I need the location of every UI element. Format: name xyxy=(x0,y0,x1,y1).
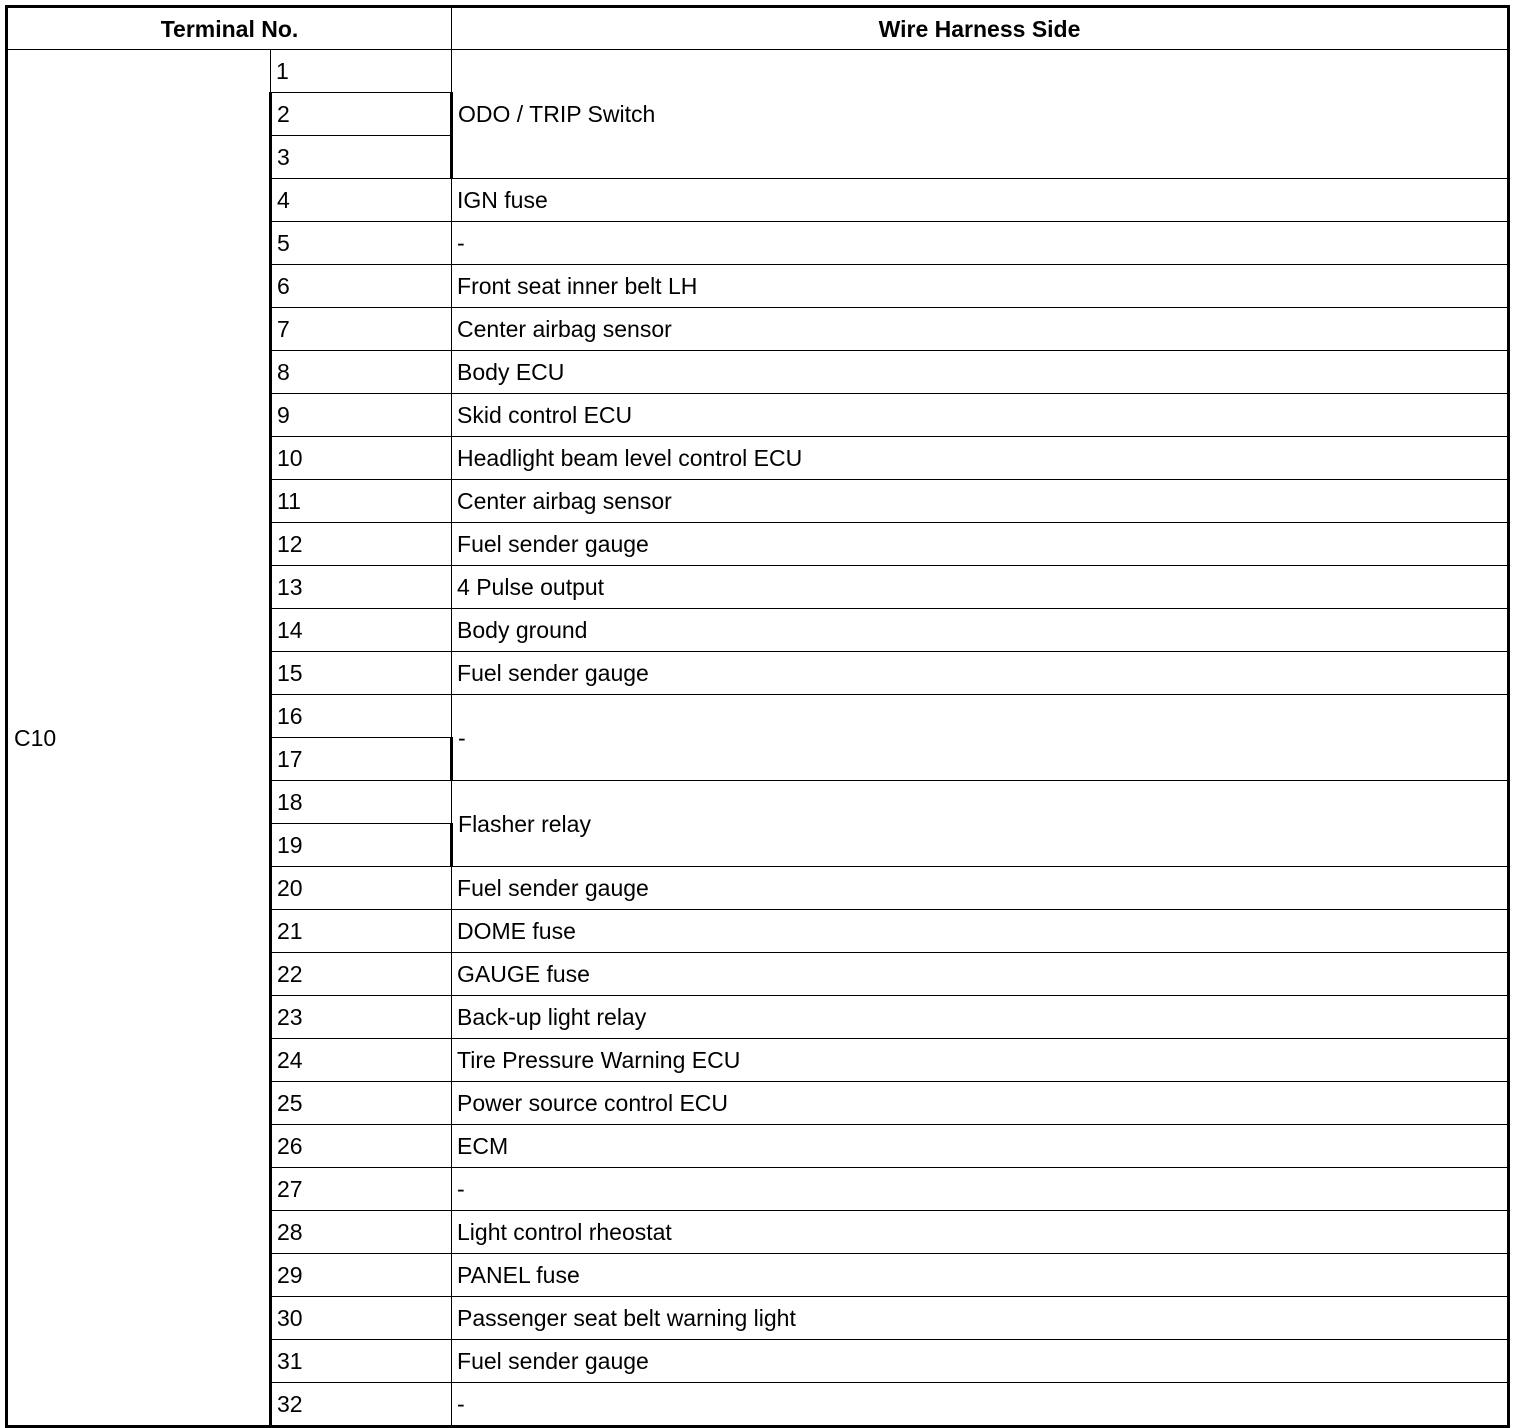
terminal-number: 13 xyxy=(271,566,452,609)
terminal-number: 9 xyxy=(271,394,452,437)
terminal-number: 21 xyxy=(271,910,452,953)
terminal-number: 24 xyxy=(271,1039,452,1082)
terminal-number: 31 xyxy=(271,1340,452,1383)
table-body xyxy=(7,50,1509,1427)
wire-harness-description: Body ECU xyxy=(452,351,1509,394)
terminal-number: 20 xyxy=(271,867,452,910)
terminal-number: 2 xyxy=(271,93,452,136)
wire-harness-description: - xyxy=(452,1383,1509,1427)
terminal-number: 11 xyxy=(271,480,452,523)
table-header-row xyxy=(7,7,1509,50)
terminal-number: 8 xyxy=(271,351,452,394)
terminal-number: 16 xyxy=(271,695,452,738)
wire-harness-description: - xyxy=(452,1168,1509,1211)
wire-harness-description: Fuel sender gauge xyxy=(452,523,1509,566)
wire-harness-description: - xyxy=(452,695,1509,781)
wire-harness-description: PANEL fuse xyxy=(452,1254,1509,1297)
wire-harness-description: Flasher relay xyxy=(452,781,1509,867)
terminal-number: 6 xyxy=(271,265,452,308)
wire-harness-description: DOME fuse xyxy=(452,910,1509,953)
terminal-number: 30 xyxy=(271,1297,452,1340)
terminal-number: 15 xyxy=(271,652,452,695)
terminal-number: 5 xyxy=(271,222,452,265)
terminal-number: 14 xyxy=(271,609,452,652)
header-terminal-no: Terminal No. xyxy=(7,7,452,50)
wire-harness-description: Fuel sender gauge xyxy=(452,867,1509,910)
wire-harness-description: Tire Pressure Warning ECU xyxy=(452,1039,1509,1082)
terminal-number: 10 xyxy=(271,437,452,480)
wire-harness-description: Fuel sender gauge xyxy=(452,1340,1509,1383)
wire-harness-description: Skid control ECU xyxy=(452,394,1509,437)
wire-harness-description: - xyxy=(452,222,1509,265)
terminal-number: 23 xyxy=(271,996,452,1039)
terminal-number: 1 xyxy=(271,50,452,93)
wire-harness-description: IGN fuse xyxy=(452,179,1509,222)
terminal-number: 28 xyxy=(271,1211,452,1254)
terminal-number: 4 xyxy=(271,179,452,222)
terminal-number: 3 xyxy=(271,136,452,179)
terminal-number: 12 xyxy=(271,523,452,566)
wire-harness-description: Front seat inner belt LH xyxy=(452,265,1509,308)
terminal-number: 7 xyxy=(271,308,452,351)
terminal-number: 26 xyxy=(271,1125,452,1168)
wire-harness-description: 4 Pulse output xyxy=(452,566,1509,609)
wire-harness-description: Power source control ECU xyxy=(452,1082,1509,1125)
wire-harness-description: Passenger seat belt warning light xyxy=(452,1297,1509,1340)
wire-harness-description: Center airbag sensor xyxy=(452,308,1509,351)
terminal-number: 18 xyxy=(271,781,452,824)
wire-harness-description: GAUGE fuse xyxy=(452,953,1509,996)
terminal-number: 22 xyxy=(271,953,452,996)
header-wire-harness-side: Wire Harness Side xyxy=(452,7,1509,50)
wire-harness-description: ECM xyxy=(452,1125,1509,1168)
wire-harness-description: Headlight beam level control ECU xyxy=(452,437,1509,480)
wire-harness-description: Fuel sender gauge xyxy=(452,652,1509,695)
terminal-table xyxy=(5,5,1510,1428)
wire-harness-description: Body ground xyxy=(452,609,1509,652)
table-row xyxy=(7,50,1509,93)
terminal-number: 19 xyxy=(271,824,452,867)
terminal-number: 32 xyxy=(271,1383,452,1427)
wire-harness-description: Back-up light relay xyxy=(452,996,1509,1039)
wire-harness-description: Center airbag sensor xyxy=(452,480,1509,523)
wire-harness-description: ODO / TRIP Switch xyxy=(452,50,1509,179)
terminal-number: 29 xyxy=(271,1254,452,1297)
terminal-number: 27 xyxy=(271,1168,452,1211)
wire-harness-description: Light control rheostat xyxy=(452,1211,1509,1254)
terminal-table-container xyxy=(5,5,1507,1428)
terminal-number: 25 xyxy=(271,1082,452,1125)
terminal-number: 17 xyxy=(271,738,452,781)
connector-label: C10 xyxy=(7,50,271,1427)
